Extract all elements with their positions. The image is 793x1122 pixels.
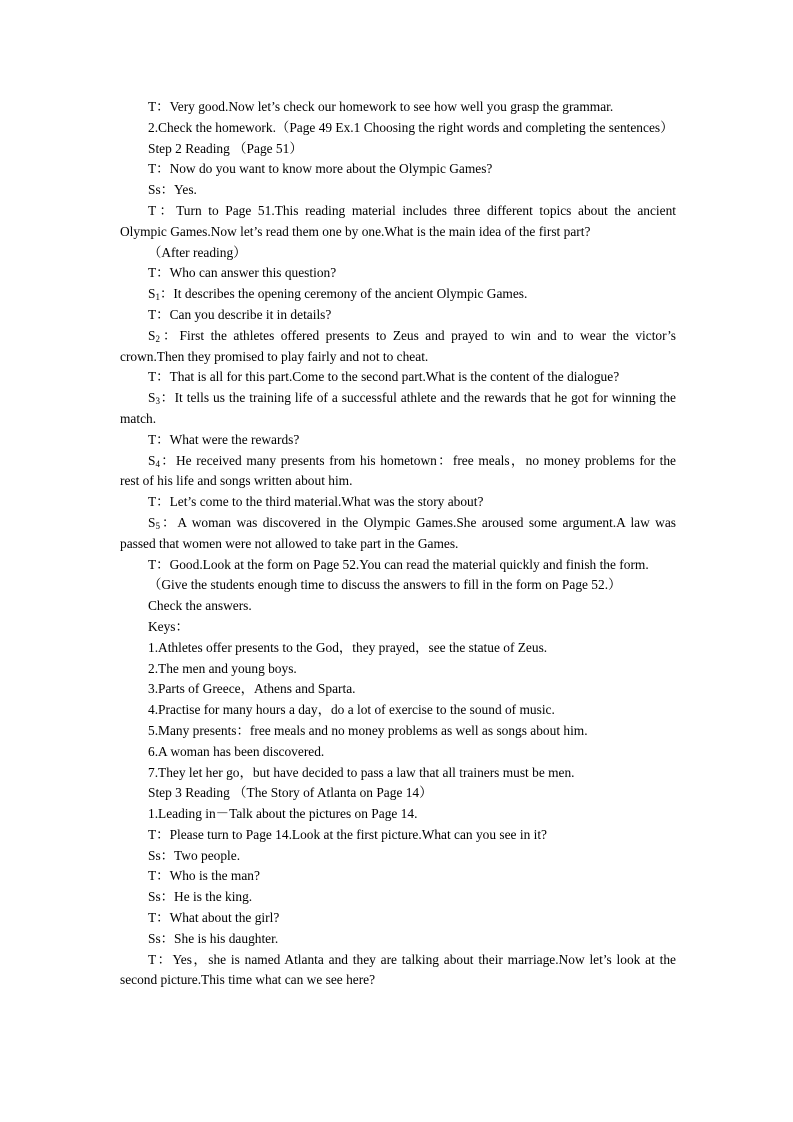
speaker: S bbox=[148, 452, 156, 468]
paragraph: Step 2 Reading （Page 51） bbox=[148, 140, 303, 156]
paragraph: 1.Athletes offer presents to the God，they prayed，see the statue of Zeus. bbox=[148, 639, 548, 655]
paragraph: Ss：Yes. bbox=[148, 182, 197, 198]
paragraph: T：Turn to Page 51.This reading material includes three different topics about the ancient Olympic Games.Now let’s read them one by one.What is the main idea of the first part? bbox=[120, 202, 676, 239]
paragraph: T：What were the rewards? bbox=[148, 431, 300, 447]
speaker: S bbox=[148, 286, 156, 302]
speech: ：First the athletes offered presents to Zeus and prayed to win and to wear the victor’s crown.Then they promised to play fairly and not to cheat. bbox=[120, 327, 676, 364]
paragraph bbox=[120, 326, 676, 368]
paragraph bbox=[120, 284, 676, 305]
paragraph bbox=[120, 388, 676, 430]
paragraph: T：Who can answer this question? bbox=[148, 265, 337, 281]
speech: ：It tells us the training life of a successful athlete and the rewards that he got for winning the match. bbox=[120, 390, 676, 426]
paragraph: Keys： bbox=[148, 618, 189, 634]
paragraph: 6.A woman has been discovered. bbox=[148, 743, 325, 759]
speaker: S bbox=[148, 514, 156, 530]
speaker: S bbox=[148, 390, 156, 406]
speaker-number: 5 bbox=[155, 520, 160, 531]
paragraph: （After reading） bbox=[148, 244, 247, 260]
paragraph: Ss：She is his daughter. bbox=[148, 930, 279, 946]
paragraph: Ss：Two people. bbox=[148, 847, 241, 863]
paragraph: T：That is all for this part.Come to the second part.What is the content of the dialogue? bbox=[148, 369, 620, 385]
paragraph: T：Yes，she is named Atlanta and they are talking about their marriage.Now let’s look at the second picture.This time what can we see here? bbox=[120, 951, 676, 988]
speech: ：A woman was discovered in the Olympic Games.She aroused some argument.A law was passed that women were not allowed to take part in the Games. bbox=[120, 514, 676, 551]
paragraph: 3.Parts of Greece，Athens and Sparta. bbox=[148, 681, 356, 697]
paragraph: T：Who is the man? bbox=[148, 868, 260, 884]
speaker-number: 4 bbox=[155, 458, 160, 469]
paragraph: Step 3 Reading （The Story of Atlanta on Page 14） bbox=[148, 785, 433, 801]
paragraph: T：Very good.Now let’s check our homework to see how well you grasp the grammar. bbox=[148, 99, 614, 114]
speaker-number: 1 bbox=[155, 292, 160, 303]
speech: ：He received many presents from his hometown：free meals，no money problems for the rest of his life and songs written about him. bbox=[120, 452, 676, 489]
paragraph bbox=[120, 513, 676, 555]
paragraph: T：Please turn to Page 14.Look at the first picture.What can you see in it? bbox=[148, 826, 547, 842]
speech: ：It describes the opening ceremony of the ancient Olympic Games. bbox=[159, 286, 528, 302]
paragraph: 2.The men and young boys. bbox=[148, 660, 297, 676]
paragraph: （Give the students enough time to discuss the answers to fill in the form on Page 52.） bbox=[148, 577, 622, 593]
speaker: S bbox=[148, 327, 156, 343]
paragraph: 1.Leading in－Talk about the pictures on Page 14. bbox=[148, 806, 418, 822]
paragraph: Ss：He is the king. bbox=[148, 889, 253, 905]
paragraph: T：Good.Look at the form on Page 52.You can read the material quickly and finish the form. bbox=[148, 556, 649, 572]
paragraph: 7.They let her go，but have decided to pass a law that all trainers must be men. bbox=[148, 764, 575, 780]
paragraph: Check the answers. bbox=[148, 598, 252, 614]
paragraph: 5.Many presents：free meals and no money problems as well as songs about him. bbox=[148, 722, 588, 738]
speaker-number: 3 bbox=[155, 396, 160, 407]
paragraph bbox=[120, 451, 676, 493]
speaker-number: 2 bbox=[155, 333, 160, 344]
paragraph: 2.Check the homework.（Page 49 Ex.1 Choosing the right words and completing the sentences） bbox=[148, 119, 674, 135]
document-body bbox=[120, 97, 676, 991]
paragraph: 4.Practise for many hours a day，do a lot of exercise to the sound of music. bbox=[148, 702, 555, 718]
paragraph: T：What about the girl? bbox=[148, 910, 280, 926]
paragraph: T：Let’s come to the third material.What was the story about? bbox=[148, 494, 484, 510]
paragraph: T：Now do you want to know more about the Olympic Games? bbox=[148, 161, 493, 177]
paragraph: T：Can you describe it in details? bbox=[148, 306, 332, 322]
